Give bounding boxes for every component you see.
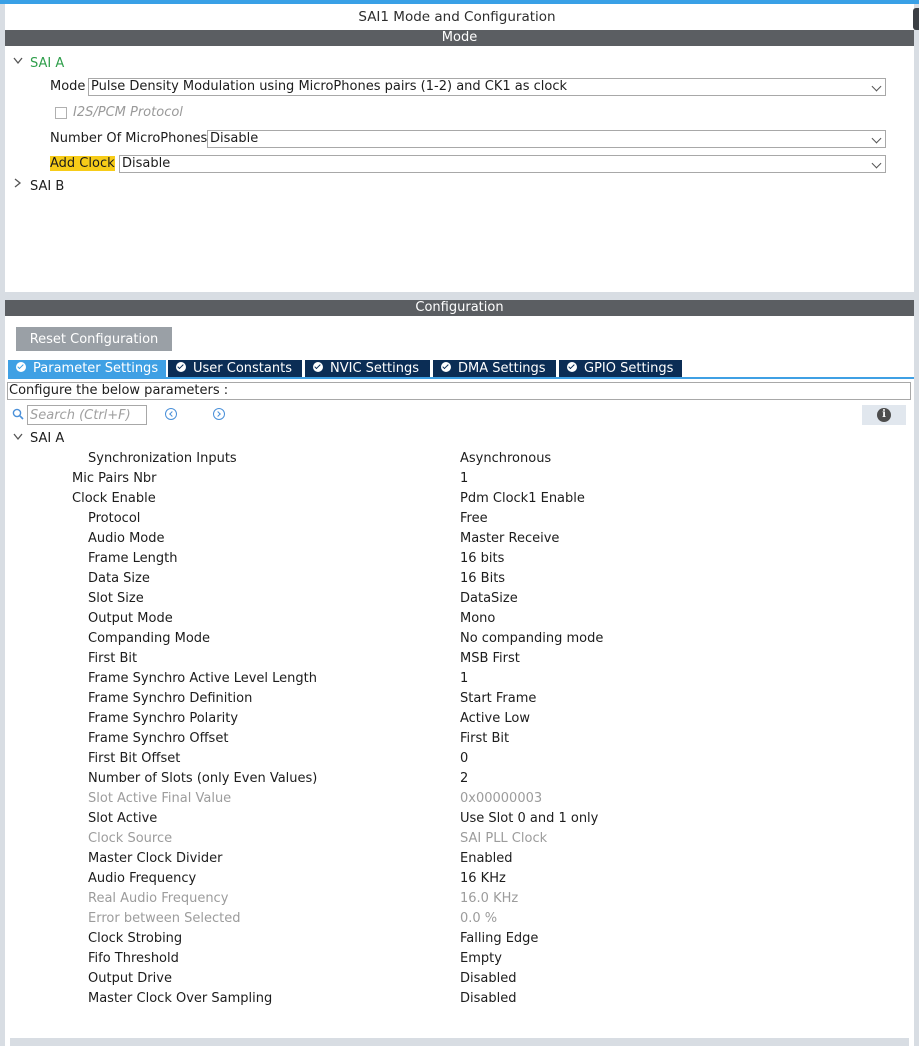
mode-select-value: Pulse Density Modulation using MicroPhones pairs (1-2) and CK1 as clock [91,79,568,94]
param-name: Companding Mode [88,631,211,646]
i2s-pcm-checkbox[interactable] [55,107,67,119]
sai-a-node[interactable]: SAI A [30,56,65,71]
param-row[interactable] [0,849,905,869]
param-name: Mic Pairs Nbr [72,471,157,486]
reset-configuration-button[interactable]: Reset Configuration [16,327,172,351]
param-name: First Bit [88,651,138,666]
param-name: Clock Source [88,831,173,846]
microphones-select-value: Disable [210,131,259,146]
param-name: Master Clock Over Sampling [88,991,273,1006]
param-name: Fifo Threshold [88,951,179,966]
chevron-down-icon[interactable] [13,55,23,68]
check-circle-icon [16,362,26,372]
param-row[interactable] [0,789,905,809]
param-value[interactable]: 16 bits [460,551,505,566]
param-row[interactable] [0,529,905,549]
tab-underline [8,377,914,379]
param-row[interactable] [0,809,905,829]
param-value: 16.0 KHz [460,891,519,906]
next-match-icon[interactable] [213,408,225,420]
check-circle-icon [567,362,577,372]
param-value[interactable]: Mono [460,611,496,626]
info-icon: i [877,408,891,422]
param-value[interactable]: Active Low [460,711,530,726]
param-row[interactable] [0,989,905,1009]
param-value[interactable]: 0 [460,751,469,766]
param-value[interactable]: 1 [460,671,469,686]
param-name: Output Drive [88,971,172,986]
param-row[interactable] [0,909,905,929]
param-row[interactable] [0,729,905,749]
previous-match-icon[interactable] [165,408,177,420]
param-row[interactable] [0,769,905,789]
param-row[interactable] [0,749,905,769]
description-text: Configure the below parameters : [7,382,911,400]
param-name: Number of Slots (only Even Values) [88,771,318,786]
param-value[interactable]: Free [460,511,488,526]
chevron-down-icon [872,134,882,144]
param-row[interactable] [0,889,905,909]
param-value[interactable]: Disabled [460,991,517,1006]
mode-section-header: Mode [5,30,914,46]
param-name: Protocol [88,511,141,526]
param-value[interactable]: Master Receive [460,531,560,546]
sai-a-group-label[interactable]: SAI A [30,431,65,446]
param-name: Frame Synchro Offset [88,731,229,746]
param-value[interactable]: MSB First [460,651,520,666]
tab-label: User Constants [193,361,292,376]
microphones-select[interactable] [207,130,886,148]
param-name: Synchronization Inputs [88,451,237,466]
param-name: Frame Synchro Definition [88,691,253,706]
param-name: Audio Mode [88,531,165,546]
microphones-label: Number Of MicroPhones [50,131,208,146]
param-name: Clock Enable [72,491,156,506]
info-button[interactable] [862,405,906,425]
param-row[interactable] [0,869,905,889]
param-row[interactable] [0,589,905,609]
param-row[interactable] [0,509,905,529]
param-row[interactable] [0,629,905,649]
param-value[interactable]: Empty [460,951,502,966]
param-name: Clock Strobing [88,931,183,946]
param-value[interactable]: First Bit [460,731,510,746]
param-name: Audio Frequency [88,871,197,886]
param-value[interactable]: Enabled [460,851,513,866]
tab-label: GPIO Settings [584,361,674,376]
add-clock-select-value: Disable [122,156,171,171]
param-value[interactable]: 2 [460,771,469,786]
param-value[interactable]: 1 [460,471,469,486]
mode-select[interactable] [88,78,886,96]
window-title: SAI1 Mode and Configuration [358,9,556,25]
check-circle-icon [441,362,451,372]
param-row[interactable] [0,969,905,989]
param-row[interactable] [0,469,905,489]
scroll-handle[interactable] [913,8,919,30]
param-name: Real Audio Frequency [88,891,229,906]
tab-user-constants[interactable] [168,360,302,378]
tab-dma-settings[interactable] [433,360,556,378]
check-circle-icon [176,362,186,372]
param-name: Slot Active Final Value [88,791,232,806]
right-border [914,4,919,1046]
horizontal-scrollbar[interactable] [10,1038,909,1046]
chevron-down-icon[interactable] [13,431,23,444]
param-row[interactable] [0,669,905,689]
param-name: Slot Size [88,591,144,606]
param-value[interactable]: No companding mode [460,631,604,646]
param-name: Output Mode [88,611,173,626]
param-name: Frame Synchro Polarity [88,711,239,726]
add-clock-label: Add Clock [50,156,115,171]
param-row[interactable] [0,689,905,709]
param-row[interactable] [0,489,905,509]
param-row[interactable] [0,449,905,469]
param-row[interactable] [0,549,905,569]
param-value[interactable]: Disabled [460,971,517,986]
search-icon [12,408,24,420]
param-value[interactable]: Asynchronous [460,451,552,466]
param-row[interactable] [0,829,905,849]
param-name: First Bit Offset [88,751,181,766]
param-value[interactable]: Start Frame [460,691,537,706]
mode-label: Mode [50,79,86,94]
param-name: Frame Synchro Active Level Length [88,671,317,686]
section-divider[interactable] [5,292,914,300]
tab-nvic-settings[interactable] [305,360,430,378]
param-name: Frame Length [88,551,178,566]
param-value[interactable]: Use Slot 0 and 1 only [460,811,599,826]
param-row[interactable] [0,929,905,949]
param-row[interactable] [0,569,905,589]
param-row[interactable] [0,609,905,629]
chevron-down-icon [872,82,882,92]
param-value: SAI PLL Clock [460,831,548,846]
tab-label: Parameter Settings [33,361,159,376]
param-name: Master Clock Divider [88,851,223,866]
tab-label: DMA Settings [458,361,546,376]
param-value[interactable]: 16 KHz [460,871,506,886]
param-value: 0x00000003 [460,791,543,806]
param-value[interactable]: 16 Bits [460,571,506,586]
configuration-section-header: Configuration [5,300,914,316]
param-name: Error between Selected [88,911,241,926]
chevron-right-icon[interactable] [14,178,22,191]
add-clock-select[interactable] [119,155,886,173]
i2s-pcm-label: I2S/PCM Protocol [73,105,183,120]
param-value: 0.0 % [460,911,498,926]
chevron-down-icon [872,159,882,169]
check-circle-icon [313,362,323,372]
param-value[interactable]: DataSize [460,591,518,606]
tab-label: NVIC Settings [330,361,419,376]
search-input[interactable] [27,405,147,425]
param-name: Slot Active [88,811,158,826]
param-value[interactable]: Pdm Clock1 Enable [460,491,585,506]
tab-parameter-settings[interactable] [8,360,166,378]
param-value[interactable]: Falling Edge [460,931,539,946]
param-row[interactable] [0,649,905,669]
window-top-accent [0,0,919,4]
sai-b-node[interactable]: SAI B [30,179,65,194]
param-name: Data Size [88,571,150,586]
tab-gpio-settings[interactable] [559,360,682,378]
param-row[interactable] [0,709,905,729]
param-row[interactable] [0,949,905,969]
